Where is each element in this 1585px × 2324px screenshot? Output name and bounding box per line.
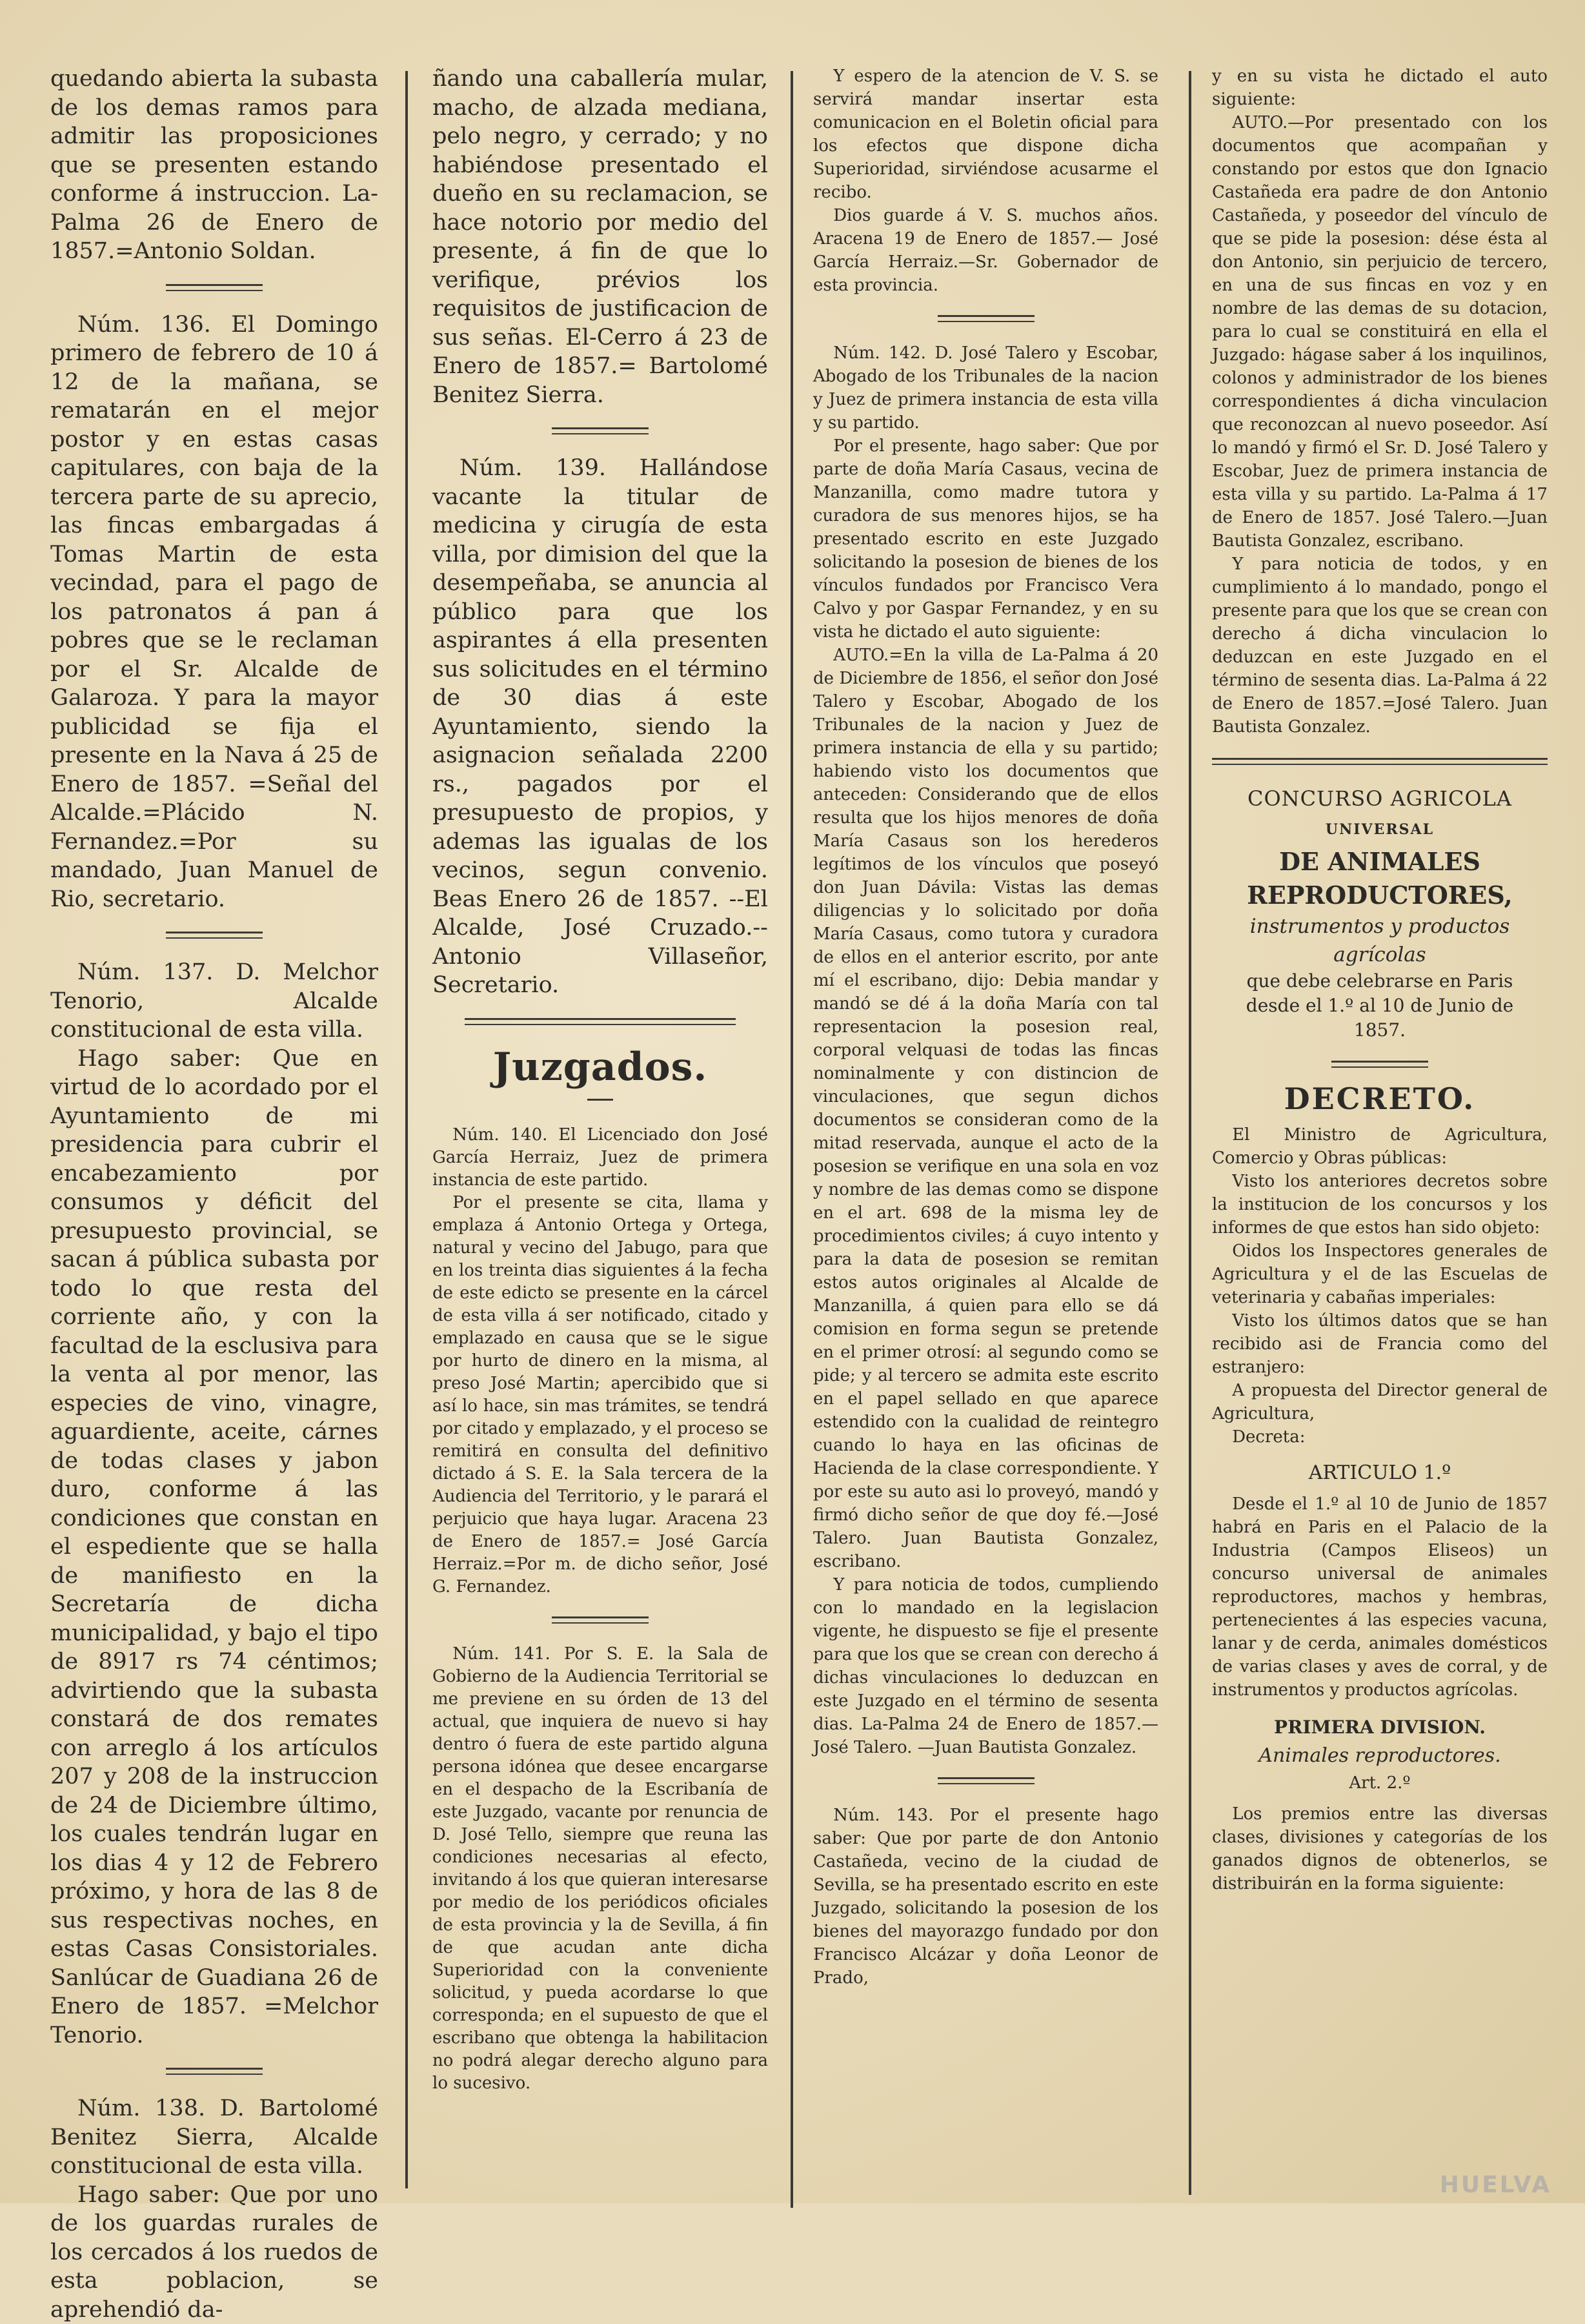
notice-138-heading: Núm. 138. D. Bartolomé Benitez Sierra, Alcalde constitucional de esta villa. xyxy=(50,2094,378,2181)
decreto-propuesta: A propuesta del Director general de Agricultura, xyxy=(1212,1379,1548,1425)
notice-137-body: Hago saber: Que en virtud de lo acordado por el Ayuntamiento de mi presidencia para cubrir el encabezamiento por consumos y déficit del presupuesto provincial, se sacan á pública subasta por todo lo que resta del corriente año, y con la facultad de la esclusiva para la venta al por menor, las especies de vino, vinagre, aguardiente, aceite, cárnes de todas clases y jabon duro, conforme á las condiciones que constan en el espediente que se halla de manifiesto en la Secretaría de dicha municipalidad, y bajo el tipo de 8917 rs 74 céntimos; advirtiendo que la subasta constará de dos remates con arreglo á los artículos 207 y 208 de la instruccion de 24 de Diciembre último, los cuales tendrán lugar en los dias 4 y 12 de Febrero próximo, y hora de las 8 de sus respectivas noches, en estas Casas Consistoriales. Sanlúcar de Guadiana 26 de Enero de 1857. =Melchor Tenorio. xyxy=(50,1045,378,2050)
decreto-ministro: El Ministro de Agricultura, Comercio y Obras públicas: xyxy=(1212,1123,1548,1170)
auto-text: AUTO.—Por presentado con los documentos que acompañan y constando por estos que don Ignacio Castañeda era padre de don Antonio Castañeda, y poseedor del vínculo de que se pide la posesion: dése ésta al don Antonio, sin perjuicio de tercero, en una de sus fincas en voz y en nombre de las demas de su dotacion, para lo cual se constituirá en ella el Juzgado: hágase saber á los inquilinos, colonos y administrador de los bienes correspondientes á dicha vinculacion que reconozcan al nuevo poseedor. Así lo mandó y firmó el Sr. D. José Talero y Escobar, Juez de primera instancia de esta villa y su partido. La-Palma á 17 de Enero de 1857. José Talero.—Juan Bautista Gonzalez, escribano. xyxy=(1212,111,1548,553)
concurso-animales: DE ANIMALES REPRODUCTORES, xyxy=(1212,845,1548,912)
column-rule xyxy=(791,71,793,2208)
notice-139: Núm. 139. Hallándose vacante la titular de medicina y cirugía de esta villa, por dimision del que la desempeñaba, se anuncia al público para que los aspirantes á ella presenten sus solicitudes en el término de 30 dias á este Ayuntamiento, siendo la asignacion señalada 2200 rs., pagados por el presupuesto de propios, y ademas las igualas de los vecinos, segun convenio. Beas Enero 26 de 1857. --El Alcalde, José Cruzado.-- Antonio Villaseñor, Secretario. xyxy=(432,454,768,1000)
notice-137-heading: Núm. 137. D. Melchor Tenorio, Alcalde constitucional de esta villa. xyxy=(50,958,378,1045)
separator xyxy=(1212,758,1548,765)
notice-continuation: y en su vista he dictado el auto siguiente: xyxy=(1212,65,1548,111)
notice-140 xyxy=(432,1124,768,1598)
decreto-decreta: Decreta: xyxy=(1212,1425,1548,1449)
concurso-universal: UNIVERSAL xyxy=(1212,818,1548,841)
article-1-title: ARTICULO 1.º xyxy=(1212,1462,1548,1485)
article-2-title: Art. 2.º xyxy=(1212,1771,1548,1795)
separator xyxy=(552,427,649,434)
column-2 xyxy=(432,65,768,2184)
separator xyxy=(166,2068,263,2075)
concurso-fecha: que debe celebrarse en Paris desde el 1.º al 10 de Junio de 1857. xyxy=(1212,969,1548,1043)
separator xyxy=(938,315,1035,322)
column-3 xyxy=(813,65,1158,2184)
notice-142-body: Por el presente, hago saber: Que por parte de doña María Casaus, vecina de Manzanilla, como madre tutora y curadora de sus menores hijos, se ha presentado escrito en este Juzgado solicitando la posesion de bienes de los vínculos fundados por Francisco Vera Calvo y por Gaspar Fernandez, y en su vista he dictado el auto siguiente: xyxy=(813,434,1158,644)
separator xyxy=(552,1616,649,1624)
column-rule xyxy=(1189,71,1191,2195)
decreto-visto-1: Visto los anteriores decretos sobre la institucion de los concursos y los informes de que estos han sido objeto: xyxy=(1212,1170,1548,1239)
notice-142-closing: Y para noticia de todos, cumpliendo con lo mandado en la legislacion vigente, he dispuesto se fije el presente para que los que se crean con derecho á dichas vinculaciones lo deduzcan en este Juzgado en el término de sesenta dias. La-Palma 24 de Enero de 1857.—José Talero. —Juan Bautista Gonzalez. xyxy=(813,1573,1158,1759)
column-4 xyxy=(1212,65,1548,2184)
concurso-instrumentos: instrumentos y productos agrícolas xyxy=(1212,912,1548,969)
notice-138-body: Hago saber: Que por uno de los guardas rurales de los cercados á los ruedos de esta poblacion, se aprehendió da- xyxy=(50,2181,378,2324)
separator xyxy=(465,1018,736,1025)
notice-signature: Dios guarde á V. S. muchos años. Aracena 19 de Enero de 1857.— José García Herraiz.—Sr. Gobernador de esta provincia. xyxy=(813,204,1158,297)
notice-continuation: ñando una caballería mular, macho, de alzada mediana, pelo negro, y cerrado; y no habiéndose presentado el dueño en su reclamacion, se hace notorio por medio del presente, á fin de que lo verifique, prévios los requisitos de justificacion de sus señas. El-Cerro á 23 de Enero de 1857.= Bartolomé Benitez Sierra. xyxy=(432,65,768,409)
column-rule xyxy=(405,71,408,2188)
article-2-body: Los premios entre las diversas clases, divisiones y categorías de los ganados dignos de obtenerlos, se distribuirán en la forma siguiente: xyxy=(1212,1802,1548,1895)
notice-140-heading: Núm. 140. El Licenciado don José García Herraiz, Juez de primera instancia de este partido. xyxy=(432,1124,768,1192)
separator xyxy=(938,1777,1035,1784)
separator xyxy=(166,284,263,291)
column-1 xyxy=(50,65,378,2184)
concurso-title: CONCURSO AGRICOLA xyxy=(1212,784,1548,813)
notice-142-heading: Núm. 142. D. José Talero y Escobar, Abogado de los Tribunales de la nacion y Juez de primera instancia de esta villa y su partido. xyxy=(813,341,1158,434)
separator xyxy=(587,1099,613,1105)
notice-142-auto: AUTO.=En la villa de La-Palma á 20 de Diciembre de 1856, el señor don José Talero y Escobar, Abogado de los Tribunales de la nacion y Juez de primera instancia de ella y su partido; habiendo visto los documentos que anteceden: Considerando que de ellos resulta que los hijos menores de doña María Casaus son los herederos legítimos de los vínculos que poseyó don Juan Dávila: Vistas las demas diligencias y lo solicitado por doña María Casaus, como tutora y curadora de ellos en el anterior escrito, por ante mí el escribano, dijo: Debia mandar y mandó se dé á la doña María con tal representacion la posesion real, corporal velquasi de todas las fincas nominalmente y con distincion de vinculaciones, que segun dichos documentos se consideran como de la mitad reservada, aunque el acto de la posesion se verifique en una sola en voz y nombre de las demas como se dispone en el art. 698 de la misma ley de procedimientos civiles; á cuyo intento y para la data de posesion se remitan estos autos originales al Alcalde de Manzanilla, á quien para ello se dá comision en forma segun se pretende en el primer otrosí: al segundo como se pide; y al tercero se admita este escrito en el papel sellado en que aparece estendido con la cualidad de reintegro cuando lo haya en las oficinas de Hacienda de la clase correspondiente. Y por este su auto asi lo proveyó, mandó y firmó dicho señor de que doy fé.—José Talero. Juan Bautista Gonzalez, escribano. xyxy=(813,644,1158,1573)
decreto-title: DECRETO. xyxy=(1212,1087,1548,1110)
notice-140-body: Por el presente se cita, llama y emplaza á Antonio Ortega y Ortega, natural y vecino del Jabugo, para que en los treinta dias siguientes á la fecha de este edicto se presente en la cárcel de esta villa á ser notificado, citado y emplazado en causa que se le sigue por hurto de dinero en la misma, al preso José Martin; apercibido que si así lo hace, sin mas trámites, se tendrá por citado y emplazado, y el proceso se remitirá en consulta del definitivo dictado á S. E. la Sala tercera de la Audiencia del Territorio, y le parará el perjuicio que haya lugar. Aracena 23 de Enero de 1857.= José García Herraiz.=Por m. de dicho señor, José G. Fernandez. xyxy=(432,1192,768,1598)
notice-143: Núm. 143. Por el presente hago saber: Que por parte de don Antonio Castañeda, vecino de la ciudad de Sevilla, se ha presentado escrito en este Juzgado, solicitando la posesion de los bienes del mayorazgo fundado por don Francisco Alcázar y doña Leonor de Prado, xyxy=(813,1804,1158,1990)
animales-reproductores: Animales reproductores. xyxy=(1212,1744,1548,1768)
notice-136: Núm. 136. El Domingo primero de febrero de 10 á 12 de la mañana, se rematarán en el mejor postor y en estas casas capitulares, con baja de la tercera parte de su aprecio, las fincas embargadas á Tomas Martin de esta vecindad, para el pago de los patronatos á pan á pobres que se le reclaman por el Sr. Alcalde de Galaroza. Y para la mayor publicidad se fija el presente en la Nava á 25 de Enero de 1857. =Señal del Alcalde.=Plácido N. Fernandez.=Por su mandado, Juan Manuel de Rio, secretario. xyxy=(50,311,378,914)
notice-closing: Y para noticia de todos, y en cumplimiento á lo mandado, pongo el presente para que los que se crean con derecho á dicha vinculacion lo deduzcan en este Juzgado en el término de sesenta dias. La-Palma á 22 de Enero de 1857.=José Talero. Juan Bautista Gonzalez. xyxy=(1212,553,1548,739)
decreto-visto-2: Visto los últimos datos que se han recibido asi de Francia como del estranjero: xyxy=(1212,1309,1548,1379)
separator xyxy=(166,932,263,939)
section-title-juzgados: Juzgados. xyxy=(432,1045,768,1090)
notice-141 xyxy=(432,1643,768,2095)
notice-continuation: quedando abierta la subasta de los demas ramos para admitir las proposiciones que se presenten estando conforme á instruccion. La-Palma 26 de Enero de 1857.=Antonio Soldan. xyxy=(50,65,378,266)
notice-continuation: Y espero de la atencion de V. S. se servirá mandar insertar esta comunicacion en el Boletin oficial para los efectos que dispone dicha Superioridad, sirviéndose acusarme el recibo. xyxy=(813,65,1158,204)
notice-141-body: Núm. 141. Por S. E. la Sala de Gobierno de la Audiencia Territorial se me previene en su órden de 13 del actual, que inquiera de nuevo si hay dentro ó fuera de este partido alguna persona idónea que desee encargarse en el despacho de la Escribanía de este Juzgado, vacante por renuncia de D. José Tello, siempre que reuna las condiciones necesarias al efecto, invitando á los que quieran interesarse por medio de los periódicos oficiales de esta provincia y la de Sevilla, á fin de que acudan ante dicha Superioridad con la conveniente solicitud, y pueda acordarse lo que corresponda; en el supuesto de que el escribano que obtenga la habilitacion no podrá alegar derecho alguno para lo sucesivo. xyxy=(432,1643,768,2095)
primera-division: PRIMERA DIVISION. xyxy=(1212,1716,1548,1739)
article-1-body: Desde el 1.º al 10 de Junio de 1857 habrá en Paris en el Palacio de la Industria (Campos Eliseos) un concurso universal de animales reproductores, machos y hembras, pertenecientes á las especies vacuna, lanar y de cerda, animales domésticos de varias clases y aves de corral, y de instrumentos y productos agrícolas. xyxy=(1212,1493,1548,1702)
decreto-oidos: Oidos los Inspectores generales de Agricultura y el de las Escuelas de veterinaria y cabañas imperiales: xyxy=(1212,1239,1548,1309)
separator xyxy=(1331,1061,1428,1068)
watermark-logo: HUELVA xyxy=(1440,2172,1551,2198)
